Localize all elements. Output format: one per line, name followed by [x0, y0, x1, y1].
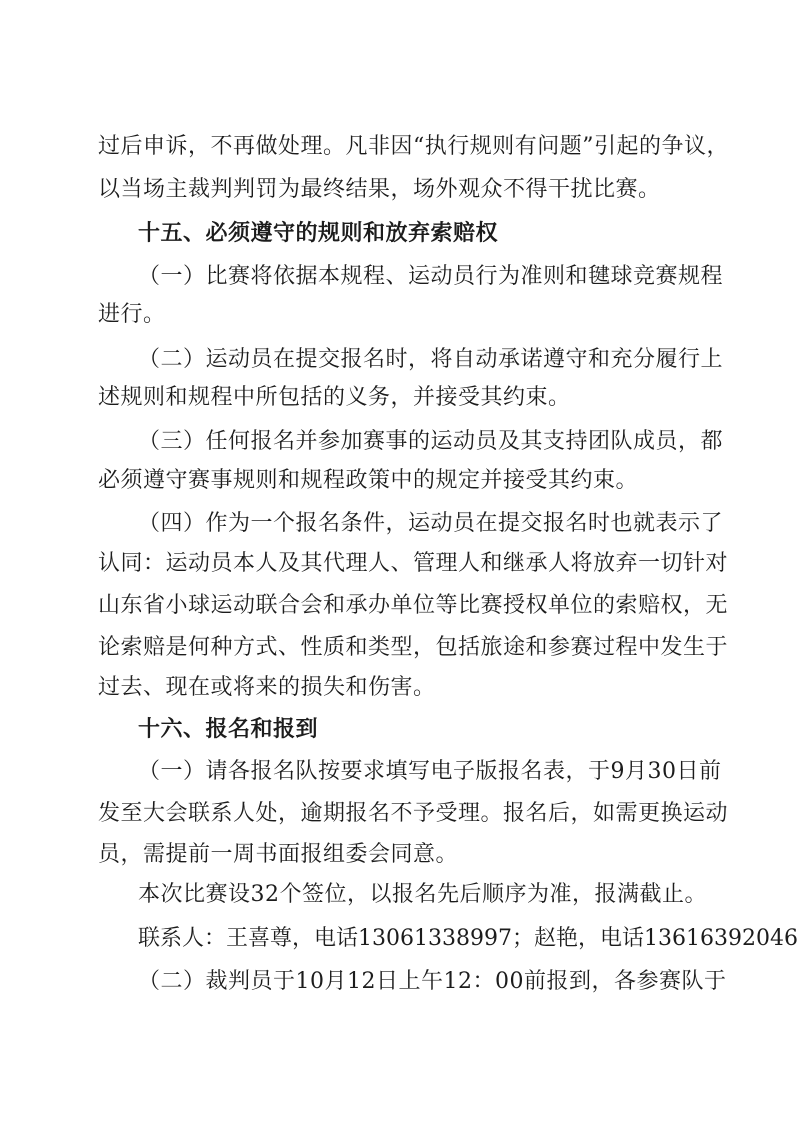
body-text-line: （三）任何报名并参加赛事的运动员及其支持团队成员，都 [138, 429, 724, 454]
body-text-line: 员，需提前一周书面报组委会同意。 [98, 842, 459, 867]
body-text-line: 过去、现在或将来的损失和伤害。 [98, 675, 436, 700]
body-text-line: 过后申诉，不再做处理。凡非因“执行规则有问题”引起的争议， [98, 134, 729, 159]
body-text-line: （一）请各报名队按要求填写电子版报名表，于9月30日前 [138, 759, 722, 784]
body-text-line: （二）裁判员于10月12日上午12：00前报到，各参赛队于 [138, 969, 727, 994]
body-text-line: （二）运动员在提交报名时，将自动承诺遵守和充分履行上 [138, 347, 724, 372]
body-text-line: 本次比赛设32个签位，以报名先后顺序为准，报满截止。 [138, 882, 707, 907]
section-heading-16: 十六、报名和报到 [138, 717, 319, 742]
body-text-line: 认同：运动员本人及其代理人、管理人和继承人将放弃一切针对 [98, 551, 729, 576]
body-text-line: 山东省小球运动联合会和承办单位等比赛授权单位的索赔权，无 [98, 593, 729, 618]
body-text-line: 以当场主裁判判罚为最终结果，场外观众不得干扰比赛。 [98, 177, 661, 202]
body-text-line: 发至大会联系人处，逾期报名不予受理。报名后，如需更换运动 [98, 801, 729, 826]
contact-line: 联系人：王喜尊，电话13061338997；赵艳，电话13616392046 [138, 926, 798, 951]
body-text-line: 述规则和规程中所包括的义务，并接受其约束。 [98, 385, 571, 410]
body-text-line: 必须遵守赛事规则和规程政策中的规定并接受其约束。 [98, 468, 639, 493]
body-text-line: 论索赔是何种方式、性质和类型，包括旅途和参赛过程中发生于 [98, 635, 729, 660]
section-heading-15: 十五、必须遵守的规则和放弃索赔权 [138, 221, 499, 246]
body-text-line: 进行。 [98, 302, 166, 327]
body-text-line: （一）比赛将依据本规程、运动员行为准则和毽球竞赛规程 [138, 264, 724, 289]
body-text-line: （四）作为一个报名条件，运动员在提交报名时也就表示了 [138, 511, 724, 536]
